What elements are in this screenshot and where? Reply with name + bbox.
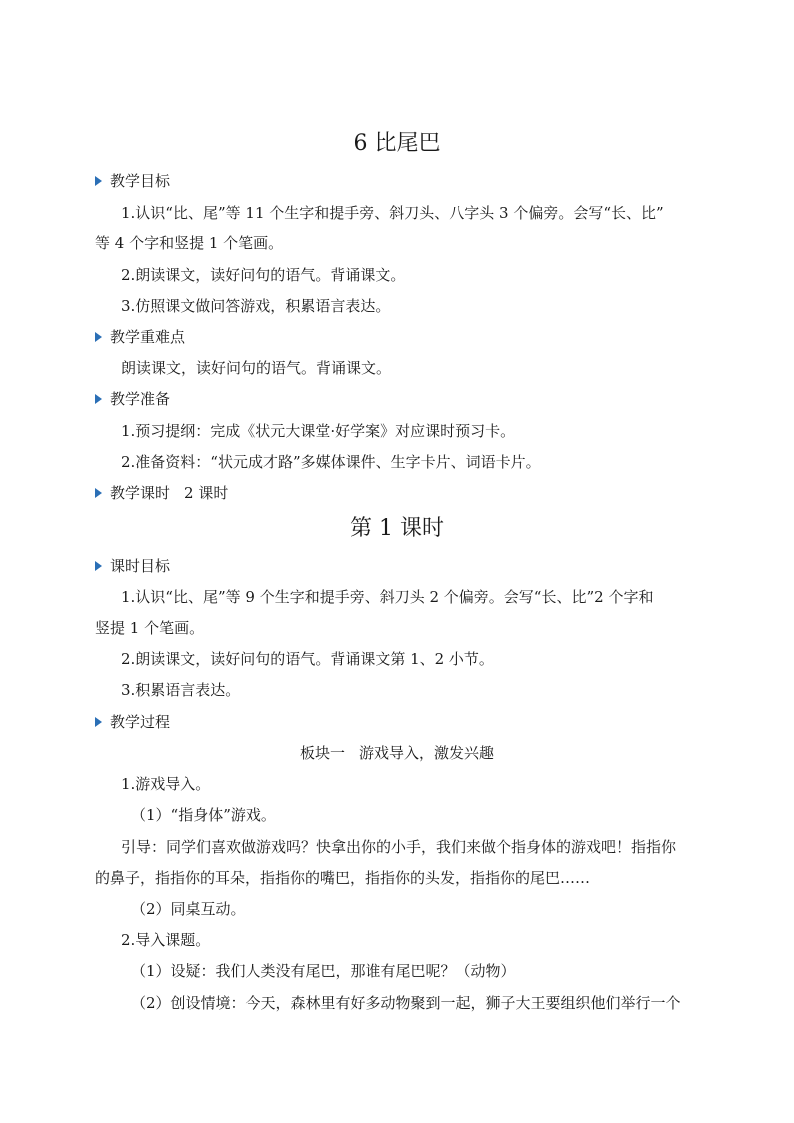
process-step-1-2: （2）同桌互动。 bbox=[131, 900, 246, 918]
triangle-bullet-icon bbox=[95, 561, 102, 571]
triangle-bullet-icon bbox=[95, 717, 102, 727]
page-title: 6 比尾巴 bbox=[353, 131, 441, 156]
section-heading-objectives: 教学目标 bbox=[95, 171, 170, 191]
process-step-2-2: （2）创设情境：今天，森林里有好多动物聚到一起，狮子大王要组织他们举行一个 bbox=[131, 994, 681, 1012]
lesson-objective-item-1-cont: 竖提 1 个笔画。 bbox=[95, 619, 205, 637]
lesson-objective-item-1: 1.认识“比、尾”等 9 个生字和提手旁、斜刀头 2 个偏旁。会写“长、比”2 个字和 bbox=[121, 588, 654, 606]
lesson-objective-item-3: 3.积累语言表达。 bbox=[121, 681, 241, 699]
process-step-2-1: （1）设疑：我们人类没有尾巴，那谁有尾巴呢？（动物） bbox=[131, 962, 516, 980]
process-guide-text-cont: 的鼻子，指指你的耳朵，指指你的嘴巴，指指你的头发，指指你的尾巴…… bbox=[95, 869, 591, 887]
process-step-2: 2.导入课题。 bbox=[121, 931, 211, 949]
process-step-1-1: （1）“指身体”游戏。 bbox=[131, 806, 276, 824]
preparation-item-1: 1.预习提纲：完成《状元大课堂·好学案》对应课时预习卡。 bbox=[121, 422, 516, 440]
triangle-bullet-icon bbox=[95, 394, 102, 404]
objective-item-3: 3.仿照课文做问答游戏，积累语言表达。 bbox=[121, 297, 391, 315]
objective-item-1-cont: 等 4 个字和竖提 1 个笔画。 bbox=[95, 234, 284, 252]
triangle-bullet-icon bbox=[95, 176, 102, 186]
section-heading-process: 教学过程 bbox=[95, 712, 170, 732]
lesson-title: 第 1 课时 bbox=[350, 516, 444, 541]
triangle-bullet-icon bbox=[95, 332, 102, 342]
triangle-bullet-icon bbox=[95, 488, 102, 498]
hours-value: 2 课时 bbox=[184, 484, 229, 502]
section-heading-lesson-objectives: 课时目标 bbox=[95, 556, 170, 576]
key-points-text: 朗读课文，读好问句的语气。背诵课文。 bbox=[121, 359, 392, 377]
objective-item-1: 1.认识“比、尾”等 11 个生字和提手旁、斜刀头、八字头 3 个偏旁。会写“长、比” bbox=[121, 204, 664, 222]
process-guide-text: 引导：同学们喜欢做游戏吗？快拿出你的小手，我们来做个指身体的游戏吧！指指你 bbox=[121, 838, 677, 856]
section-heading-hours: 教学课时 2 课时 bbox=[95, 483, 228, 503]
process-step-1: 1.游戏导入。 bbox=[121, 775, 211, 793]
objective-item-2: 2.朗读课文，读好问句的语气。背诵课文。 bbox=[121, 266, 406, 284]
process-section-title: 板块一 游戏导入，激发兴趣 bbox=[299, 744, 495, 762]
section-heading-preparation: 教学准备 bbox=[95, 389, 170, 409]
section-heading-key-points: 教学重难点 bbox=[95, 327, 185, 347]
preparation-item-2: 2.准备资料：“状元成才路”多媒体课件、生字卡片、词语卡片。 bbox=[121, 453, 541, 471]
lesson-objective-item-2: 2.朗读课文，读好问句的语气。背诵课文第 1、2 小节。 bbox=[121, 650, 494, 668]
